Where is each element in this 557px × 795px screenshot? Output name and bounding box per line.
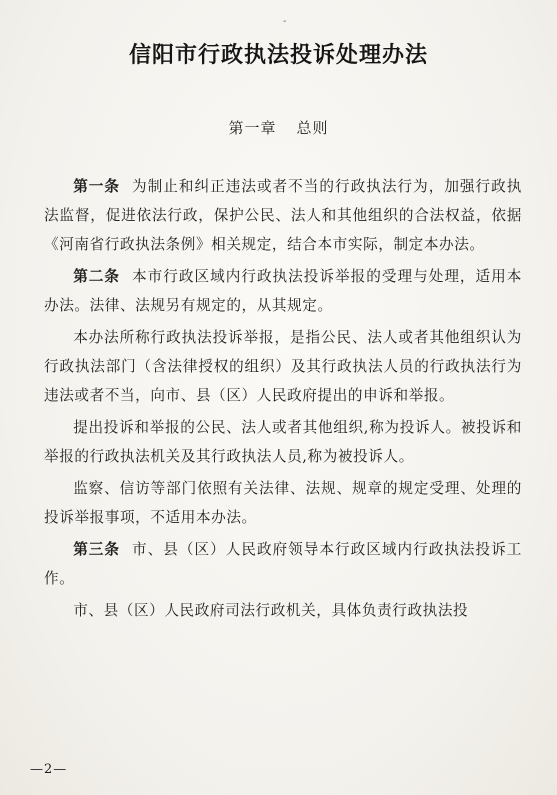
- article-number: 第二条: [73, 268, 121, 285]
- paragraph-text: 市、县（区）人民政府领导本行政区域内行政执法投诉工作。: [44, 541, 522, 587]
- document-title: 信阳市行政执法投诉处理办法: [128, 42, 428, 68]
- paragraph-definition: [44, 323, 522, 410]
- paragraph-article-3: [44, 535, 522, 593]
- paragraph-text: 监察、信访等部门依照有关法律、法规、规章的规定受理、处理的投诉举报事项，不适用本办法。: [44, 480, 522, 526]
- paragraph-text: 为制止和纠正违法或者不当的行政执法行为，加强行政执法监督，促进依法行政，保护公民、法人和其他组织的合法权益，依据《河南省行政执法条例》相关规定，结合本市实际，制定本办法。: [44, 178, 522, 253]
- paragraph-text: 市、县（区）人民政府司法行政机关，具体负责行政执法投: [73, 602, 469, 619]
- document-body: [44, 172, 522, 628]
- top-mark: -: [283, 16, 287, 27]
- paragraph-article-2: [44, 262, 522, 320]
- paragraph-judicial: [44, 596, 522, 625]
- article-number: 第一条: [73, 178, 121, 195]
- paragraph-text: 本办法所称行政执法投诉举报，是指公民、法人或者其他组织认为行政执法部门（含法律授权的组织）及其行政执法人员的行政执法行为违法或者不当，向市、县（区）人民政府提出的申诉和举报。: [44, 329, 522, 404]
- page-number: —2—: [30, 762, 68, 777]
- chapter-name: 总则: [296, 119, 329, 137]
- paragraph-text: 提出投诉和举报的公民、法人或者其他组织,称为投诉人。被投诉和举报的行政执法机关及其行政执法人员,称为被投诉人。: [44, 419, 522, 465]
- article-number: 第三条: [73, 541, 121, 558]
- paragraph-article-1: [44, 172, 522, 259]
- paragraph-complainant: [44, 413, 522, 471]
- paragraph-text: 本市行政区域内行政执法投诉举报的受理与处理，适用本办法。法律、法规另有规定的，从其规定。: [44, 268, 522, 314]
- chapter-title: [0, 117, 557, 138]
- paragraph-exclusion: [44, 474, 522, 532]
- chapter-number: 第一章: [228, 119, 277, 137]
